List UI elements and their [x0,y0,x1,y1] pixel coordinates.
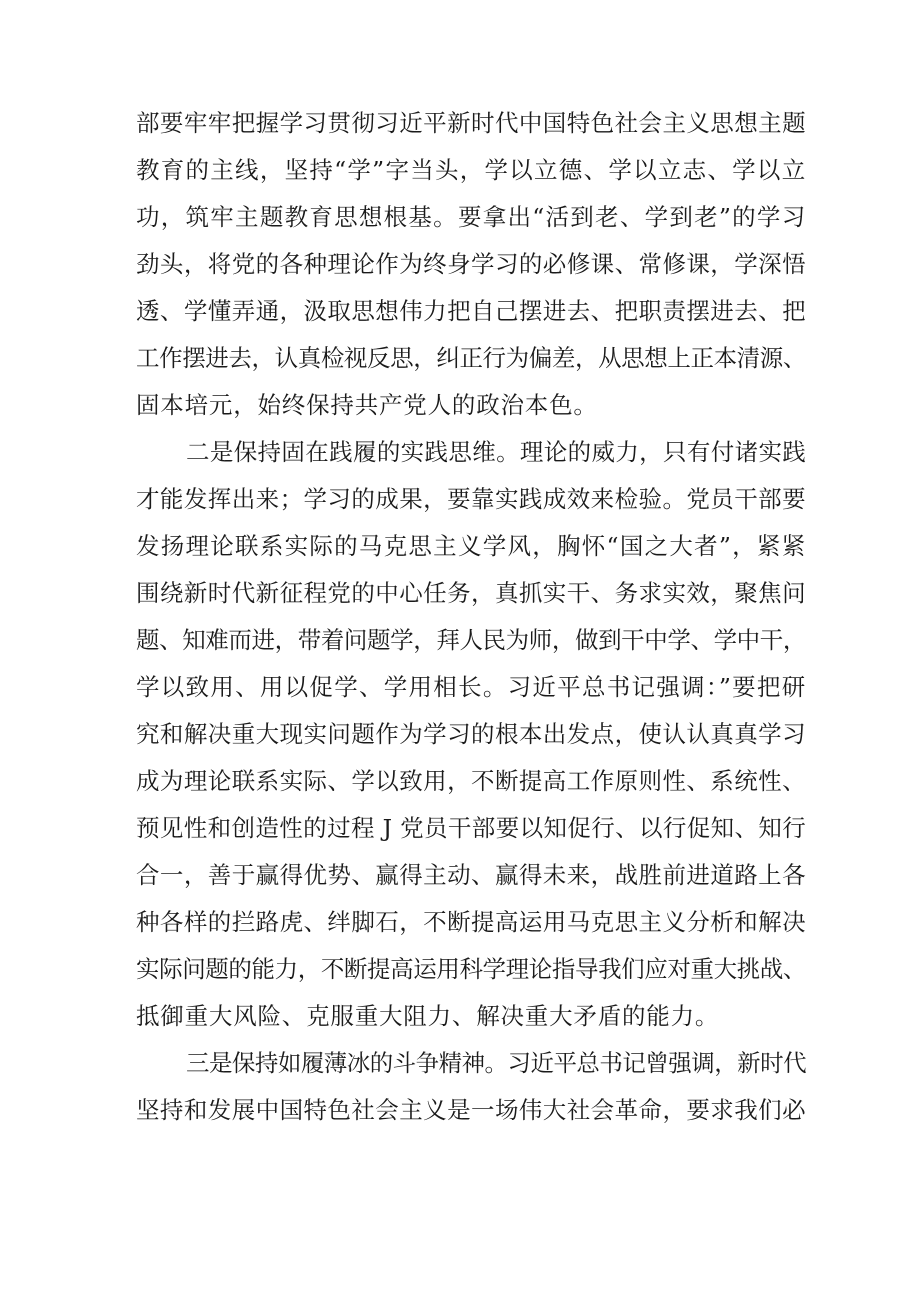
text-line: 预见性和创造性的过程 J 党员干部要以知促行、以行促知、知行 [136,814,806,842]
text-line: 究和解决重大现实问题作为学习的根本出发点，使认认真真学习 [136,720,806,748]
paragraph-3 [136,1040,806,1134]
text-line: 坚持和发展中国特色社会主义是一场伟大社会革命，要求我们必 [136,1096,806,1124]
text-line: 部要牢牢把握学习贯彻习近平新时代中国特色社会主义思想主题 [136,109,806,137]
body-text [136,100,806,1134]
text-line: 劲头，将党的各种理论作为终身学习的必修课、常修课，学深悟 [136,250,806,278]
text-line: 三是保持如履薄冰的斗争精神。习近平总书记曾强调，新时代 [186,1049,806,1077]
text-line: 种各样的拦路虎、绊脚石，不断提高运用马克思主义分析和解决 [136,908,806,936]
text-line: 实际问题的能力，不断提高运用科学理论指导我们应对重大挑战、 [136,955,806,983]
text-line: 学以致用、用以促学、学用相长。习近平总书记强调：”要把研 [136,673,806,701]
text-line: 才能发挥出来；学习的成果，要靠实践成效来检验。党员干部要 [136,485,806,513]
text-line: 教育的主线，坚持“学”字当头，学以立德、学以立志、学以立 [136,156,806,184]
text-line: 工作摆进去，认真检视反思，纠正行为偏差，从思想上正本清源、 [136,344,806,372]
text-line: 透、学懂弄通，汲取思想伟力把自己摆进去、把职责摆进去、把 [136,297,806,325]
text-line: 发扬理论联系实际的马克思主义学风，胸怀“国之大者”，紧紧 [136,532,806,560]
text-line: 题、知难而进，带着问题学，拜人民为师，做到干中学、学中干， [136,626,806,654]
paragraph-1 [136,100,806,429]
text-line: 合一，善于赢得优势、赢得主动、赢得未来，战胜前进道路上各 [136,861,806,889]
paragraph-2 [136,429,806,1040]
text-line: 二是保持固在践履的实践思维。理论的威力，只有付诸实践 [186,438,806,466]
text-line: 围绕新时代新征程党的中心任务，真抓实干、务求实效，聚焦问 [136,579,806,607]
text-line: 抵御重大风险、克服重大阻力、解决重大矛盾的能力。 [136,1002,720,1030]
text-line: 功，筑牢主题教育思想根基。要拿出“活到老、学到老”的学习 [136,203,806,231]
text-line: 固本培元，始终保持共产党人的政治本色。 [136,391,598,419]
text-line: 成为理论联系实际、学以致用，不断提高工作原则性、系统性、 [136,767,806,795]
